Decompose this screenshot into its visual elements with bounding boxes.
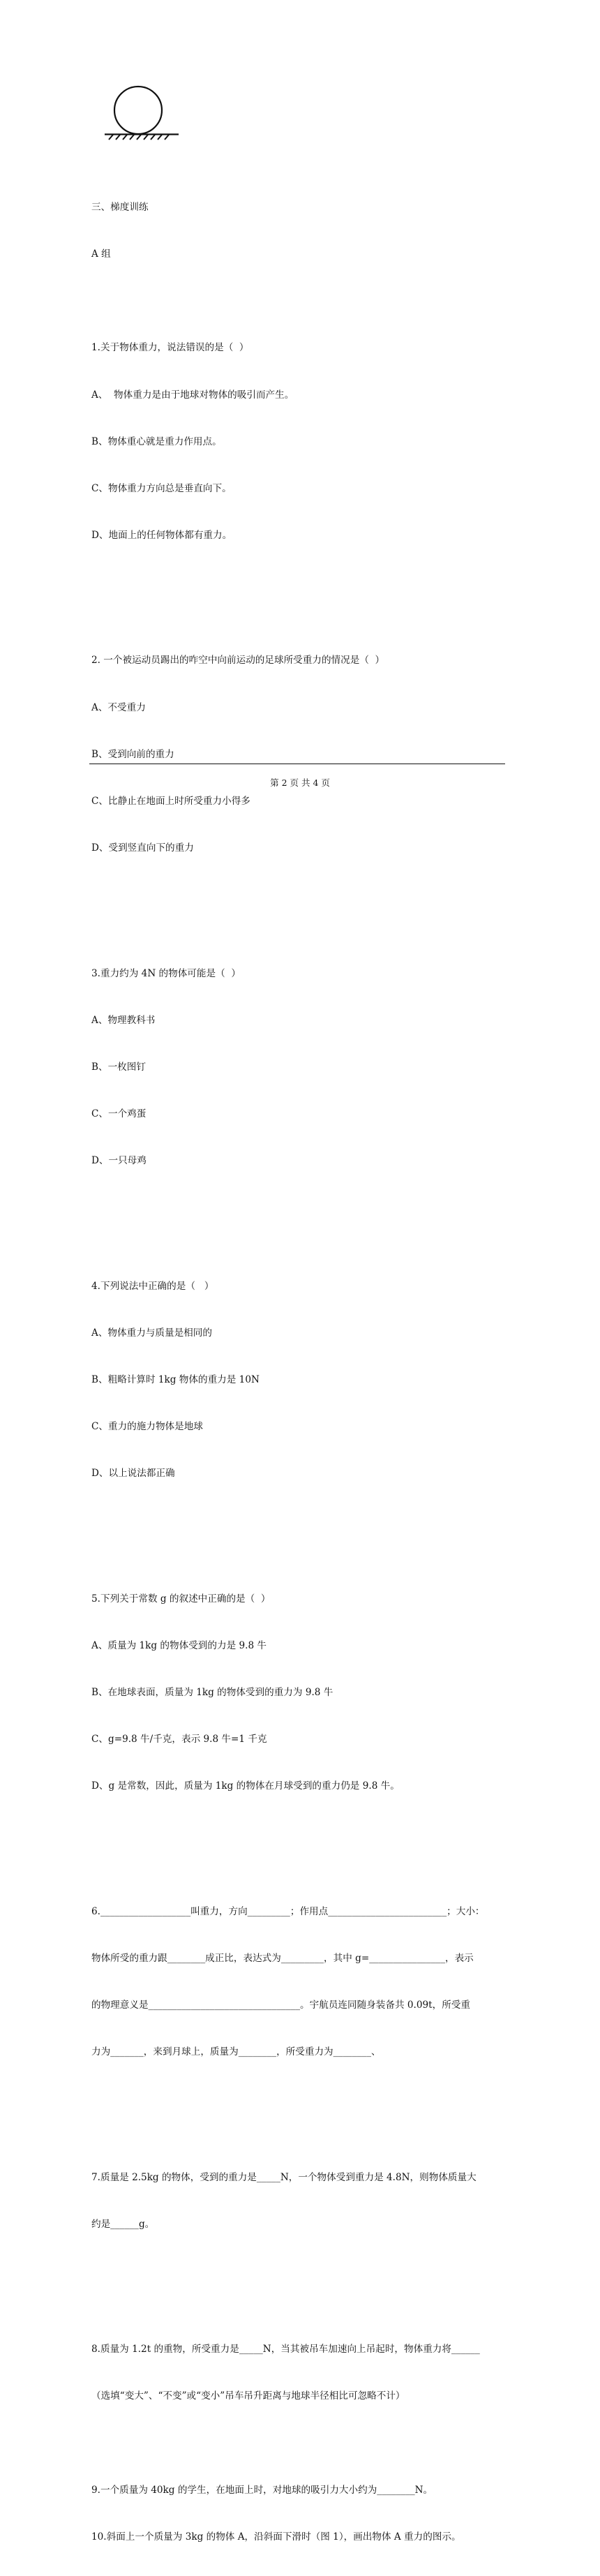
option-c: C、比静止在地面上时所受重力小得多 bbox=[91, 796, 250, 807]
option-b: B、粗略计算时 1kg 物体的重力是 10N bbox=[91, 1373, 260, 1385]
option-b: B、物体重心就是重力作用点。 bbox=[91, 435, 222, 447]
ball-circle bbox=[114, 87, 162, 134]
section-heading: 三、梯度训练 bbox=[91, 201, 149, 213]
option-a: A、物理教科书 bbox=[91, 1014, 156, 1026]
question-stem: 1.关于物体重力，说法错误的是（ ） bbox=[91, 342, 249, 354]
option-d: D、g 是常数，因此，质量为 1kg 的物体在月球受到的重力仍是 9.8 牛。 bbox=[91, 1780, 400, 1792]
question-4 bbox=[91, 1247, 510, 1513]
option-b: B、在地球表面，质量为 1kg 的物体受到的重力为 9.8 牛 bbox=[91, 1687, 333, 1699]
option-b: B、受到向前的重力 bbox=[91, 748, 174, 760]
option-d: D、受到竖直向下的重力 bbox=[91, 842, 194, 854]
ball-on-ground-figure bbox=[103, 84, 180, 143]
ground-hatching bbox=[109, 135, 169, 140]
question-6-line-3: 的物理意义是________________________________。宇航员连同随身装备共 0.09t，所受重 bbox=[91, 2000, 471, 2011]
option-d: D、以上说法都正确 bbox=[91, 1468, 175, 1480]
question-8-line-2: （选填“变大”、“不变”或“变小”吊车吊升距离与地球半径相比可忽略不计） bbox=[91, 2390, 405, 2402]
question-6-line-4: 力为_______，来到月球上，质量为________，所受重力为________、 bbox=[91, 2046, 381, 2058]
option-c: C、一个鸡蛋 bbox=[91, 1108, 147, 1120]
page-footer: 第 2 页 共 4 页 bbox=[270, 777, 330, 788]
question-9: 9.一个质量为 40kg 的学生，在地面上时，对地球的吸引力大小约为________N。 bbox=[91, 2484, 433, 2496]
question-6 bbox=[91, 1873, 510, 2092]
question-3 bbox=[91, 935, 510, 1200]
question-5 bbox=[91, 1560, 510, 1826]
question-stem: 5.下列关于常数 g 的叙述中正确的是（ ） bbox=[91, 1593, 271, 1605]
question-6-line-1: 6.___________________叫重力，方向_________；作用点_________________________；大小： bbox=[91, 1905, 485, 1917]
question-10: 10.斜面上一个质量为 3kg 的物体 A，沿斜面下滑时（图 1），画出物体 A 重力的图示。 bbox=[91, 2531, 461, 2543]
option-a: A、质量为 1kg 的物体受到的力是 9.8 牛 bbox=[91, 1639, 267, 1651]
option-a: A、不受重力 bbox=[91, 701, 146, 713]
question-7 bbox=[91, 2138, 510, 2263]
option-c: C、g=9.8 牛/千克，表示 9.8 牛=1 千克 bbox=[91, 1734, 267, 1745]
option-d: D、地面上的任何物体都有重力。 bbox=[91, 530, 232, 542]
option-c: C、物体重力方向总是垂直向下。 bbox=[91, 483, 232, 495]
question-2 bbox=[91, 622, 510, 888]
question-stem: 2. 一个被运动员踢出的咋空中向前运动的足球所受重力的情况是（ ） bbox=[91, 655, 385, 667]
group-label: A 组 bbox=[91, 248, 111, 260]
question-7-line-1: 7.质量是 2.5kg 的物体，受到的重力是_____N，一个物体受到重力是 4.8N，则物体质量大 bbox=[91, 2171, 477, 2183]
option-c: C、重力的施力物体是地球 bbox=[91, 1421, 203, 1433]
question-7-line-2: 约是______g。 bbox=[91, 2218, 155, 2230]
exercise-body bbox=[91, 168, 510, 2576]
question-8-line-1: 8.质量为 1.2t 的重物，所受重力是_____N，当其被吊车加速向上吊起时，物体重力将______ bbox=[91, 2343, 480, 2355]
option-b: B、一枚图钉 bbox=[91, 1061, 146, 1073]
question-stem: 4.下列说法中正确的是（ ） bbox=[91, 1280, 214, 1292]
option-a: A、物体重力与质量是相同的 bbox=[91, 1327, 212, 1339]
question-6-line-2: 物体所受的重力跟________成正比，表达式为_________，其中 g=________________，表示 bbox=[91, 1952, 474, 1964]
question-stem: 3.重力约为 4N 的物体可能是（ ） bbox=[91, 967, 241, 979]
option-d: D、一只母鸡 bbox=[91, 1155, 147, 1167]
question-1 bbox=[91, 309, 510, 575]
option-a: A、 物体重力是由于地球对物体的吸引而产生。 bbox=[91, 389, 294, 401]
question-8 bbox=[91, 2310, 510, 2435]
